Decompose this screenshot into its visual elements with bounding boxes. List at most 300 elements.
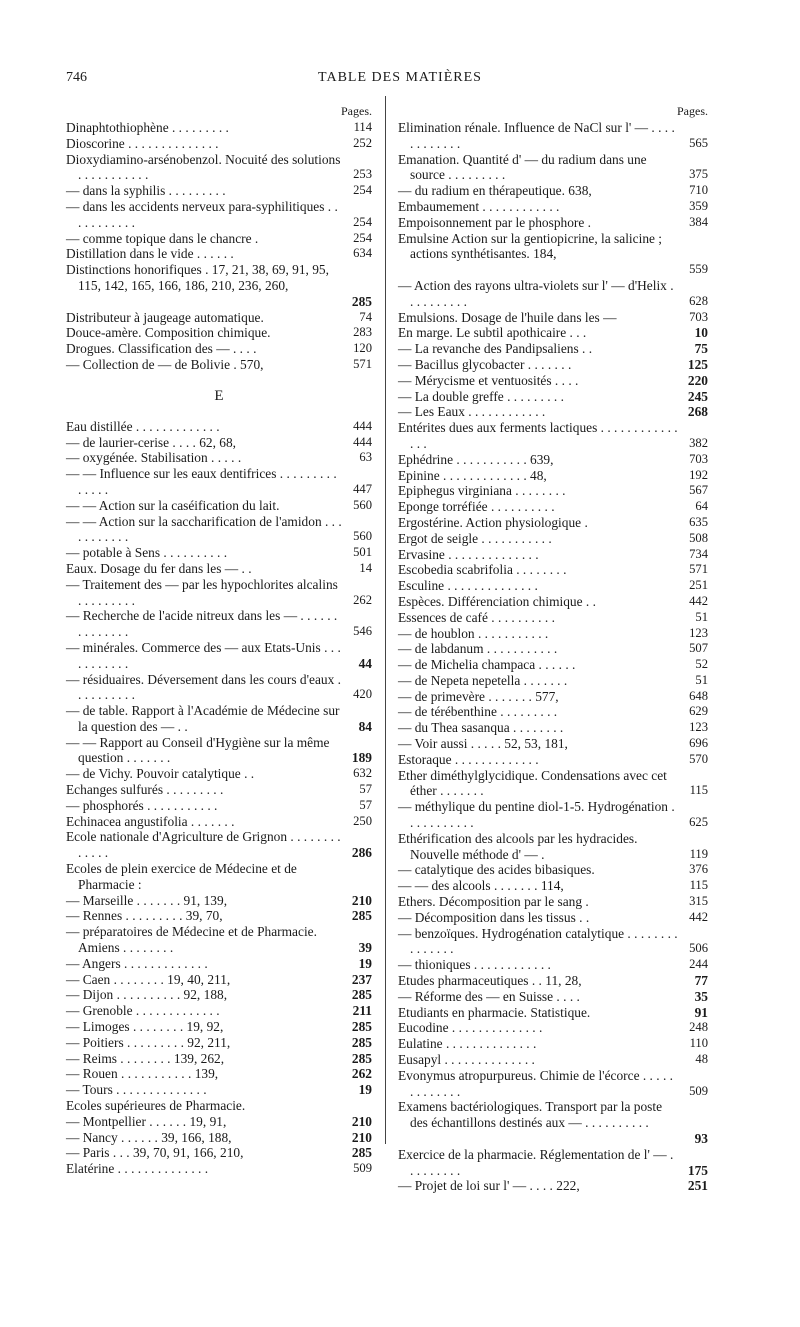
entry-text: Embaumement . . . . . . . . . . . . bbox=[398, 198, 560, 214]
entry-text: — Collection de — de Bolivie . 570, bbox=[66, 356, 264, 372]
entry-page-number: 93 bbox=[694, 1131, 708, 1146]
entry-page-number: 447 bbox=[353, 481, 372, 496]
entry-text: Ethers. Décomposition par le sang . bbox=[398, 894, 589, 910]
entry-text: Escobedia scabrifolia . . . . . . . . bbox=[398, 562, 567, 578]
entry-text: Examens bactériologiques. Transport par la poste des échantillons destinés aux — . . . . . . . . . . bbox=[398, 1099, 663, 1131]
entry-text: Esculine . . . . . . . . . . . . . . bbox=[398, 578, 538, 594]
index-entry bbox=[398, 641, 708, 657]
index-entry bbox=[398, 1147, 708, 1179]
entry-text: Eponge torréfiée . . . . . . . . . . bbox=[398, 499, 555, 515]
entry-text: Ecoles de plein exercice de Médecine et de Pharmacie : bbox=[66, 861, 297, 892]
entry-text: — Projet de loi sur l' — . . . . 222, bbox=[398, 1178, 580, 1194]
entry-page-number: 315 bbox=[689, 894, 708, 909]
entry-text: — Angers . . . . . . . . . . . . . bbox=[66, 955, 208, 971]
entry-page-number: 115 bbox=[689, 783, 708, 798]
index-entry bbox=[66, 435, 372, 451]
entry-page-number: 254 bbox=[353, 183, 372, 198]
entry-page-number: 262 bbox=[351, 1066, 372, 1082]
entry-text: — catalytique des acides bibasiques. bbox=[398, 862, 595, 878]
index-entry bbox=[66, 1130, 372, 1146]
entry-text: — — des alcools . . . . . . . 114, bbox=[398, 878, 564, 894]
entry-page-number: 211 bbox=[352, 1003, 372, 1019]
entry-page-number: 632 bbox=[353, 766, 372, 781]
entry-page-number: 244 bbox=[689, 957, 708, 972]
entry-text: — de térébenthine . . . . . . . . . bbox=[398, 704, 558, 720]
entry-text: — — Rapport au Conseil d'Hygiène sur la même question . . . . . . . bbox=[66, 734, 330, 766]
index-entry bbox=[398, 1068, 708, 1100]
index-entry bbox=[66, 1035, 372, 1051]
entry-text: — Grenoble . . . . . . . . . . . . . bbox=[66, 1003, 220, 1019]
entry-text: En marge. Le subtil apothicaire . . . bbox=[398, 325, 587, 341]
entry-text: — thioniques . . . . . . . . . . . . bbox=[398, 957, 551, 973]
entry-page-number: 376 bbox=[689, 862, 708, 877]
entry-page-number: 189 bbox=[351, 750, 372, 766]
index-entry bbox=[398, 420, 708, 452]
entry-text: — du radium en thérapeutique. 638, bbox=[398, 183, 592, 199]
entry-page-number: 119 bbox=[689, 846, 708, 861]
entry-text: — méthylique du pentine diol-1-5. Hydrogénation . . . . . . . . . . . bbox=[398, 799, 675, 831]
entry-page-number: 63 bbox=[359, 450, 372, 465]
index-entry bbox=[398, 468, 708, 484]
entry-text: — Caen . . . . . . . . 19, 40, 211, bbox=[66, 971, 231, 987]
entry-page-number: 250 bbox=[353, 813, 372, 828]
index-entry bbox=[66, 325, 372, 341]
entry-page-number: 283 bbox=[353, 325, 372, 340]
entry-page-number: 634 bbox=[353, 246, 372, 261]
entry-page-number: 48 bbox=[695, 1052, 708, 1067]
index-entry bbox=[66, 672, 372, 704]
index-entry bbox=[398, 341, 708, 357]
entry-page-number: 114 bbox=[353, 120, 372, 134]
index-entry bbox=[66, 908, 372, 924]
entry-text: — Marseille . . . . . . . 91, 139, bbox=[66, 892, 228, 908]
index-entry bbox=[398, 452, 708, 468]
index-entry bbox=[66, 703, 372, 735]
index-entry bbox=[398, 957, 708, 973]
entry-text: — Reims . . . . . . . . 139, 262, bbox=[66, 1050, 225, 1066]
entry-text: Ergostérine. Action physiologique . bbox=[398, 514, 588, 530]
entry-page-number: 285 bbox=[351, 1050, 372, 1066]
index-entry bbox=[398, 673, 708, 689]
entry-text: — La double greffe . . . . . . . . . bbox=[398, 388, 564, 404]
index-entry bbox=[66, 893, 372, 909]
index-entry bbox=[66, 466, 372, 498]
index-entries-d bbox=[66, 120, 372, 373]
entry-text: — préparatoires de Médecine et de Pharmacie. Amiens . . . . . . . . bbox=[66, 924, 317, 956]
entry-text: — Rennes . . . . . . . . . 39, 70, bbox=[66, 908, 223, 924]
entry-text: — Traitement des — par les hypochlorites alcalins . . . . . . . . . bbox=[66, 576, 338, 608]
index-entry bbox=[66, 640, 372, 672]
column-divider bbox=[385, 96, 386, 1144]
entry-text: — comme topique dans le chancre . bbox=[66, 230, 259, 246]
entry-page-number: 285 bbox=[351, 987, 372, 1003]
index-entry bbox=[398, 752, 708, 768]
index-entry bbox=[66, 735, 372, 767]
entry-text: Etudiants en pharmacie. Statistique. bbox=[398, 1004, 591, 1020]
entry-page-number: 57 bbox=[359, 782, 372, 797]
entry-text: — Dijon . . . . . . . . . . 92, 188, bbox=[66, 987, 228, 1003]
entry-page-number: 84 bbox=[358, 718, 372, 734]
entry-page-number: 570 bbox=[689, 751, 708, 766]
entry-text: — Poitiers . . . . . . . . . 92, 211, bbox=[66, 1034, 231, 1050]
entry-text: — de Michelia champaca . . . . . . bbox=[398, 657, 576, 673]
entry-text: Emanation. Quantité d' — du radium dans une source . . . . . . . . . bbox=[398, 151, 647, 183]
entry-page-number: 210 bbox=[351, 1129, 372, 1145]
index-entry bbox=[398, 626, 708, 642]
index-entry bbox=[398, 831, 708, 863]
index-entry bbox=[66, 514, 372, 546]
entry-page-number: 384 bbox=[689, 214, 708, 229]
index-entry bbox=[66, 972, 372, 988]
index-entry bbox=[66, 1161, 372, 1177]
index-entry bbox=[66, 136, 372, 152]
index-entry bbox=[66, 766, 372, 782]
entry-page-number: 254 bbox=[353, 230, 372, 245]
entry-text: — Réforme des — en Suisse . . . . bbox=[398, 988, 580, 1004]
entry-text: — Limoges . . . . . . . . 19, 92, bbox=[66, 1019, 224, 1035]
index-entry bbox=[398, 1005, 708, 1021]
entry-text: Espèces. Différenciation chimique . . bbox=[398, 593, 596, 609]
index-entry bbox=[398, 373, 708, 389]
entry-text: — Nancy . . . . . . 39, 166, 188, bbox=[66, 1129, 232, 1145]
entry-page-number: 560 bbox=[353, 529, 372, 544]
entry-text: Epinine . . . . . . . . . . . . . 48, bbox=[398, 467, 547, 483]
entry-text: Drogues. Classification des — . . . . bbox=[66, 341, 257, 357]
index-entry bbox=[66, 545, 372, 561]
entry-page-number: 210 bbox=[351, 1113, 372, 1129]
entry-page-number: 442 bbox=[689, 593, 708, 608]
entry-text: Eulatine . . . . . . . . . . . . . . bbox=[398, 1036, 537, 1052]
index-entry bbox=[398, 578, 708, 594]
index-entry bbox=[398, 689, 708, 705]
page-header bbox=[0, 70, 800, 90]
entry-page-number: 210 bbox=[351, 892, 372, 908]
entry-page-number: 115 bbox=[689, 878, 708, 893]
index-entry bbox=[398, 499, 708, 515]
entry-page-number: 120 bbox=[353, 341, 372, 356]
index-entry bbox=[66, 829, 372, 861]
index-entry bbox=[66, 246, 372, 262]
index-entry bbox=[398, 878, 708, 894]
index-entry bbox=[398, 1020, 708, 1036]
entry-page-number: 237 bbox=[351, 971, 372, 987]
entry-page-number: 39 bbox=[358, 940, 372, 956]
index-entry bbox=[66, 419, 372, 435]
entry-text: Dioscorine . . . . . . . . . . . . . . bbox=[66, 135, 219, 151]
entry-text: — de table. Rapport à l'Académie de Médecine sur la question des — . . bbox=[66, 703, 340, 734]
entry-text: — Mérycisme et ventuosités . . . . bbox=[398, 372, 579, 388]
entry-page-number: 571 bbox=[353, 356, 372, 371]
index-entry bbox=[66, 199, 372, 231]
entry-page-number: 268 bbox=[687, 404, 708, 420]
entry-page-number: 625 bbox=[689, 815, 708, 830]
entry-page-number: 251 bbox=[689, 578, 708, 593]
entry-page-number: 508 bbox=[689, 530, 708, 545]
index-entry bbox=[398, 1036, 708, 1052]
index-entry bbox=[398, 357, 708, 373]
entry-page-number: 51 bbox=[695, 672, 708, 687]
entry-page-number: 648 bbox=[689, 688, 708, 703]
index-entry bbox=[66, 1019, 372, 1035]
index-entry bbox=[398, 989, 708, 1005]
entry-text: — benzoïques. Hydrogénation catalytique . . . . . . . . . . . . . . . bbox=[398, 925, 678, 957]
index-entry bbox=[66, 310, 372, 326]
entry-text: Douce-amère. Composition chimique. bbox=[66, 325, 271, 341]
index-entry bbox=[398, 531, 708, 547]
index-entry bbox=[398, 199, 708, 215]
running-title: TABLE DES MATIÈRES bbox=[318, 70, 482, 85]
entry-text: Exercice de la pharmacie. Réglementation de l' — . . . . . . . . . bbox=[398, 1146, 674, 1178]
entry-text: Empoisonnement par le phosphore . bbox=[398, 214, 592, 230]
entry-text: Epiphegus virginiana . . . . . . . . bbox=[398, 483, 566, 499]
entry-page-number: 75 bbox=[694, 341, 708, 357]
entry-text: — résiduaires. Déversement dans les cours d'eaux . . . . . . . . . . bbox=[66, 671, 341, 703]
entry-page-number: 442 bbox=[689, 909, 708, 924]
index-entry bbox=[66, 924, 372, 956]
index-entry bbox=[66, 1066, 372, 1082]
entry-page-number: 285 bbox=[351, 1145, 372, 1161]
entry-page-number: 14 bbox=[359, 560, 372, 575]
entry-text: Eucodine . . . . . . . . . . . . . . bbox=[398, 1020, 543, 1036]
entry-page-number: 635 bbox=[689, 514, 708, 529]
index-entry bbox=[66, 357, 372, 373]
entry-text: — — Action sur la saccharification de l'amidon . . . . . . . . . . . bbox=[66, 513, 342, 545]
entry-page-number: 285 bbox=[351, 293, 372, 309]
entry-page-number: 286 bbox=[351, 845, 372, 861]
entry-page-number: 77 bbox=[694, 973, 708, 989]
entry-text: — — Action sur la caséification du lait. bbox=[66, 497, 280, 513]
index-entry bbox=[398, 483, 708, 499]
entry-page-number: 220 bbox=[687, 372, 708, 388]
entry-text: — — Influence sur les eaux dentifrices . . . . . . . . . . . . . . bbox=[66, 466, 337, 497]
entry-text: Eau distillée . . . . . . . . . . . . . bbox=[66, 418, 220, 434]
index-entry bbox=[398, 736, 708, 752]
entry-text: Emulsine Action sur la gentiopicrine, la salicine ; actions synthétisantes. 184, bbox=[398, 230, 663, 262]
entry-page-number: 696 bbox=[689, 736, 708, 751]
entry-page-number: 245 bbox=[687, 388, 708, 404]
index-column-right bbox=[398, 103, 708, 1194]
entry-text: Echinacea angustifolia . . . . . . . bbox=[66, 813, 235, 829]
entry-page-number: 254 bbox=[353, 214, 372, 229]
entry-text: — du Thea sasanqua . . . . . . . . bbox=[398, 720, 564, 736]
entry-page-number: 560 bbox=[353, 497, 372, 512]
entry-text: Dioxydiamino-arsénobenzol. Nocuité des solutions . . . . . . . . . . . bbox=[66, 151, 341, 183]
index-entry bbox=[66, 861, 372, 893]
entry-page-number: 509 bbox=[689, 1083, 708, 1098]
entry-page-number: 44 bbox=[358, 655, 372, 671]
index-entry bbox=[66, 1003, 372, 1019]
entry-page-number: 565 bbox=[689, 135, 708, 150]
index-entry bbox=[66, 1114, 372, 1130]
index-entry bbox=[398, 720, 708, 736]
page-number: 746 bbox=[66, 70, 87, 85]
index-entry bbox=[398, 389, 708, 405]
entry-page-number: 501 bbox=[353, 545, 372, 560]
entry-text: Elimination rénale. Influence de NaCl sur l' — . . . . . . . . . . . . bbox=[398, 120, 675, 151]
entry-text: Etudes pharmaceutiques . . 11, 28, bbox=[398, 973, 582, 989]
entry-text: — minérales. Commerce des — aux Etats-Unis . . . . . . . . . . . bbox=[66, 639, 341, 671]
entry-page-number: 444 bbox=[353, 434, 372, 449]
index-entry bbox=[398, 704, 708, 720]
index-entry bbox=[398, 594, 708, 610]
entry-text: Ether diméthylglycidique. Condensations avec cet éther . . . . . . . bbox=[398, 767, 667, 799]
index-entry bbox=[66, 1098, 372, 1114]
index-entry bbox=[398, 515, 708, 531]
entry-page-number: 262 bbox=[353, 592, 372, 607]
entry-text: — dans la syphilis . . . . . . . . . bbox=[66, 183, 226, 199]
entry-text: — Les Eaux . . . . . . . . . . . . bbox=[398, 404, 546, 420]
entry-text: Eaux. Dosage du fer dans les — . . bbox=[66, 560, 252, 576]
entry-page-number: 375 bbox=[689, 167, 708, 182]
entry-page-number: 629 bbox=[689, 704, 708, 719]
pages-label: Pages. bbox=[341, 104, 372, 118]
entry-page-number: 252 bbox=[353, 135, 372, 150]
index-entry bbox=[66, 120, 372, 136]
index-entry bbox=[398, 973, 708, 989]
index-entry bbox=[398, 657, 708, 673]
entry-text: — Voir aussi . . . . . 52, 53, 181, bbox=[398, 736, 568, 752]
entry-text: — La revanche des Pandipsaliens . . bbox=[398, 341, 593, 357]
entry-text: — Tours . . . . . . . . . . . . . . bbox=[66, 1082, 207, 1098]
entry-page-number: 567 bbox=[689, 483, 708, 498]
entry-page-number: 51 bbox=[695, 609, 708, 624]
entry-text: Entérites dues aux ferments lactiques . . . . . . . . . . . . . . . bbox=[398, 420, 678, 451]
entry-text: Elatérine . . . . . . . . . . . . . . bbox=[66, 1161, 209, 1177]
index-entry bbox=[66, 231, 372, 247]
entry-text: Distributeur à jaugeage automatique. bbox=[66, 309, 264, 325]
entry-page-number: 571 bbox=[689, 562, 708, 577]
entry-page-number: 64 bbox=[695, 499, 708, 514]
entry-page-number: 382 bbox=[689, 435, 708, 450]
entry-text: Essences de café . . . . . . . . . . bbox=[398, 609, 555, 625]
entry-page-number: 248 bbox=[689, 1020, 708, 1035]
index-entry bbox=[398, 799, 708, 831]
pages-label: Pages. bbox=[677, 104, 708, 118]
entry-page-number: 10 bbox=[694, 325, 708, 341]
index-entry bbox=[398, 562, 708, 578]
index-entries-e-continued bbox=[398, 120, 708, 1194]
entry-text: Emulsions. Dosage de l'huile dans les — bbox=[398, 309, 617, 325]
entry-text: Dinaphtothiophène . . . . . . . . . bbox=[66, 120, 229, 135]
entry-page-number: 123 bbox=[689, 625, 708, 640]
entry-text: — dans les accidents nerveux para-syphilitiques . . . . . . . . . . . bbox=[66, 198, 338, 230]
entry-page-number: 509 bbox=[353, 1161, 372, 1176]
entry-page-number: 546 bbox=[353, 624, 372, 639]
entry-text: — de labdanum . . . . . . . . . . . bbox=[398, 641, 558, 657]
index-entry bbox=[398, 310, 708, 326]
entry-page-number: 628 bbox=[689, 293, 708, 308]
entry-page-number: 19 bbox=[358, 1082, 372, 1098]
entry-page-number: 192 bbox=[689, 467, 708, 482]
entry-page-number: 703 bbox=[689, 309, 708, 324]
entry-page-number: 444 bbox=[353, 418, 372, 433]
index-entry bbox=[66, 183, 372, 199]
entry-page-number: 734 bbox=[689, 546, 708, 561]
index-entry bbox=[398, 1178, 708, 1194]
index-entry bbox=[398, 120, 708, 152]
entry-text: — Rouen . . . . . . . . . . . 139, bbox=[66, 1066, 219, 1082]
entry-text: Ethérification des alcools par les hydracides. Nouvelle méthode d' — . bbox=[398, 830, 638, 862]
index-entry bbox=[398, 910, 708, 926]
entry-page-number: 285 bbox=[351, 908, 372, 924]
entry-page-number: 506 bbox=[689, 941, 708, 956]
entry-text: — Montpellier . . . . . . 19, 91, bbox=[66, 1113, 227, 1129]
index-entry bbox=[398, 231, 708, 278]
entry-page-number: 359 bbox=[689, 198, 708, 213]
index-entry bbox=[66, 1145, 372, 1161]
index-entry bbox=[398, 278, 708, 310]
entry-page-number: 559 bbox=[689, 262, 708, 277]
entry-text: — potable à Sens . . . . . . . . . . bbox=[66, 545, 228, 561]
entry-text: — de Nepeta nepetella . . . . . . . bbox=[398, 672, 568, 688]
entry-text: Eusapyl . . . . . . . . . . . . . . bbox=[398, 1052, 535, 1068]
entry-text: Estoraque . . . . . . . . . . . . . bbox=[398, 751, 539, 767]
entry-page-number: 420 bbox=[353, 687, 372, 702]
entry-text: — de primevère . . . . . . . 577, bbox=[398, 688, 559, 704]
index-entry bbox=[66, 152, 372, 184]
entry-text: — Recherche de l'acide nitreux dans les — . . . . . . . . . . . . . . bbox=[66, 608, 338, 640]
index-entry bbox=[398, 926, 708, 958]
index-entry bbox=[66, 987, 372, 1003]
index-entry bbox=[398, 152, 708, 184]
entry-page-number: 253 bbox=[353, 167, 372, 182]
index-entry bbox=[66, 1051, 372, 1067]
index-entry bbox=[398, 215, 708, 231]
entry-text: — Action des rayons ultra-violets sur l' — d'Helix . . . . . . . . . . bbox=[398, 277, 674, 309]
index-column-left bbox=[66, 103, 372, 1177]
index-entry bbox=[66, 782, 372, 798]
index-entry bbox=[398, 894, 708, 910]
entry-page-number: 285 bbox=[351, 1034, 372, 1050]
entry-page-number: 110 bbox=[689, 1036, 708, 1051]
index-entry bbox=[66, 798, 372, 814]
entry-text: — Décomposition dans les tissus . . bbox=[398, 909, 590, 925]
index-entry bbox=[398, 404, 708, 420]
entry-text: — de laurier-cerise . . . . 62, 68, bbox=[66, 434, 237, 450]
index-entry bbox=[66, 341, 372, 357]
index-entry bbox=[66, 1082, 372, 1098]
entry-page-number: 125 bbox=[687, 356, 708, 372]
entry-text: Ecole nationale d'Agriculture de Grignon . . . . . . . . . . . . . bbox=[66, 829, 341, 861]
entry-text: — phosphorés . . . . . . . . . . . bbox=[66, 797, 218, 813]
section-letter: E bbox=[214, 387, 224, 404]
entry-page-number: 507 bbox=[689, 641, 708, 656]
entry-page-number: 91 bbox=[694, 1004, 708, 1020]
entry-text: Echanges sulfurés . . . . . . . . . bbox=[66, 782, 224, 798]
entry-text: — Paris . . . 39, 70, 91, 166, 210, bbox=[66, 1145, 244, 1161]
entry-page-number: 285 bbox=[351, 1019, 372, 1035]
index-entry bbox=[66, 262, 372, 309]
entry-text: Ecoles supérieures de Pharmacie. bbox=[66, 1098, 246, 1114]
entry-text: — oxygénée. Stabilisation . . . . . bbox=[66, 450, 242, 466]
entry-page-number: 19 bbox=[358, 955, 372, 971]
entry-page-number: 123 bbox=[689, 720, 708, 735]
index-entry bbox=[398, 547, 708, 563]
entry-page-number: 710 bbox=[689, 183, 708, 198]
entry-page-number: 175 bbox=[687, 1162, 708, 1178]
entry-text: Ephédrine . . . . . . . . . . . 639, bbox=[398, 451, 554, 467]
entry-text: Distillation dans le vide . . . . . . bbox=[66, 246, 234, 262]
entry-page-number: 57 bbox=[359, 797, 372, 812]
index-entry bbox=[66, 956, 372, 972]
index-entry bbox=[66, 814, 372, 830]
index-entry bbox=[66, 450, 372, 466]
entry-page-number: 74 bbox=[359, 309, 372, 324]
index-entry bbox=[398, 610, 708, 626]
index-entry bbox=[398, 183, 708, 199]
entry-page-number: 703 bbox=[689, 451, 708, 466]
index-entry bbox=[66, 561, 372, 577]
